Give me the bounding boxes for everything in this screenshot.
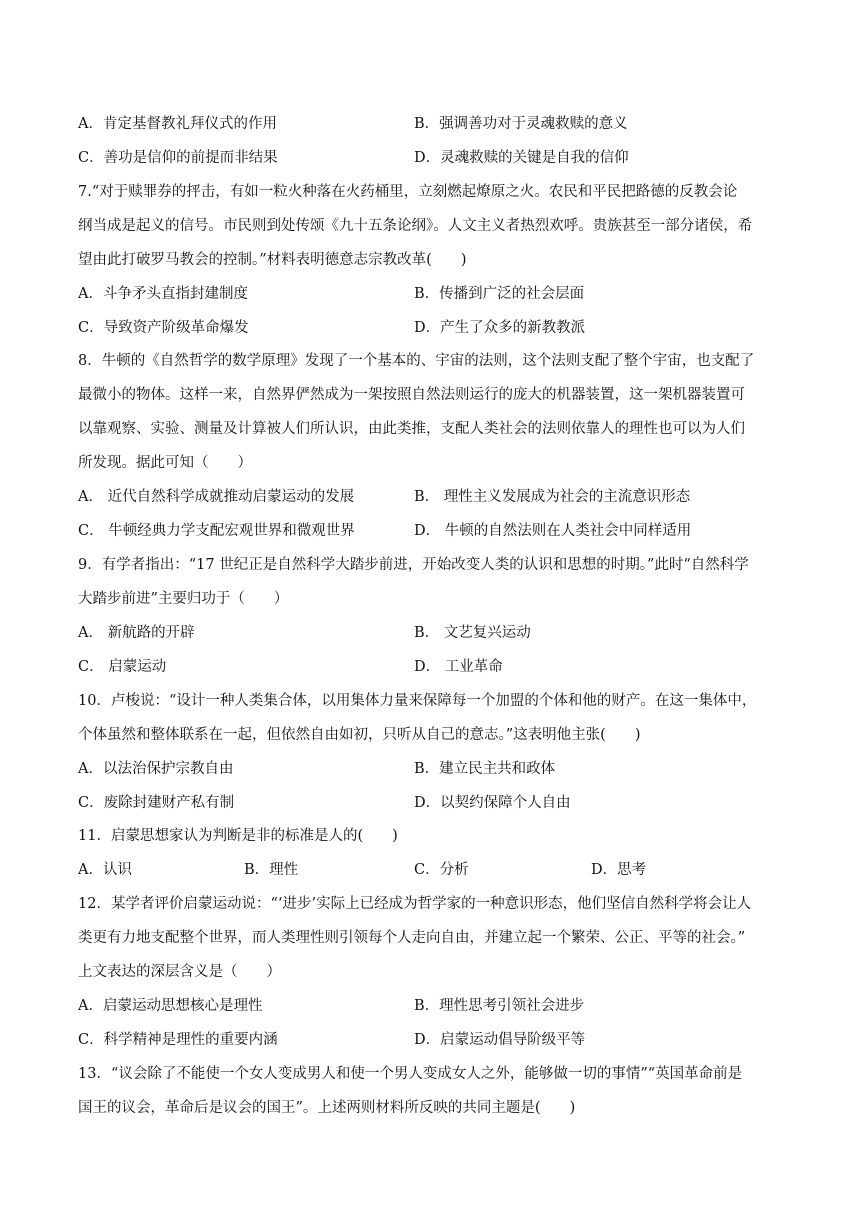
q10-option-b: B．建立民主共和政体	[414, 761, 556, 777]
q8-option-c: C． 牛顿经典力学支配宏观世界和微观世界	[78, 523, 355, 539]
q6-option-c: C．善功是信仰的前提而非结果	[78, 150, 278, 166]
q7-stem-line-2: 纲当成是起义的信号。市民则到处传颂《九十五条论纲》。人文主义者热烈欢呼。贵族甚至一部分诸侯，希	[78, 218, 753, 234]
q9-stem-line-2: 大踏步前进”主要归功于（ ）	[78, 591, 289, 607]
q12-option-c: C．科学精神是理性的重要内涵	[78, 1032, 278, 1048]
q7-option-c: C．导致资产阶级革命爆发	[78, 320, 249, 336]
q11-option-b: B．理性	[244, 862, 299, 878]
q7-stem-line-3: 望由此打破罗马教会的控制。”材料表明德意志宗教改革( )	[78, 252, 467, 268]
q7-option-d: D．产生了众多的新教教派	[414, 320, 586, 336]
q10-option-c: C．废除封建财产私有制	[78, 795, 235, 811]
q13-stem-line-2: 国王的议会，革命后是议会的国王”。上述两则材料所反映的共同主题是( )	[78, 1100, 576, 1116]
q6-option-d: D．灵魂救赎的关键是自我的信仰	[414, 150, 629, 166]
q9-option-b: B． 文艺复兴运动	[414, 625, 531, 641]
q8-option-a: A． 近代自然科学成就推动启蒙运动的发展	[78, 489, 355, 505]
q8-stem-line-4: 所发现。据此可知（ ）	[78, 455, 252, 471]
q6-option-b: B．强调善功对于灵魂救赎的意义	[414, 116, 628, 132]
q7-option-a: A．斗争矛头直指封建制度	[78, 286, 248, 302]
q7-stem-line-1: 7.“对于赎罪券的抨击，有如一粒火种落在火药桶里，立刻燃起燎原之火。农民和平民把路德的反教会论	[78, 184, 738, 200]
q8-option-d: D． 牛顿的自然法则在人类社会中同样适用	[414, 523, 692, 539]
q12-stem-line-1: 12．某学者评价启蒙运动说：“‘进步’实际上已经成为哲学家的一种意识形态，他们坚信自然科学将会让人	[78, 896, 752, 912]
q10-option-a: A．以法治保护宗教自由	[78, 761, 234, 777]
q8-stem-line-1: 8．牛顿的《自然哲学的数学原理》发现了一个基本的、宇宙的法则，这个法则支配了整个宇宙，也支配了	[78, 353, 755, 369]
q11-stem: 11．启蒙思想家认为判断是非的标准是人的( )	[78, 828, 398, 844]
q12-stem-line-2: 类更有力地支配整个世界，而人类理性则引领每个人走向自由，并建立起一个繁荣、公正、平等的社会。”	[78, 930, 746, 946]
q9-option-a: A． 新航路的开辟	[78, 625, 195, 641]
q8-stem-line-3: 以靠观察、实验、测量及计算被人们所认识，由此类推，支配人类社会的法则依靠人的理性也可以为人们	[78, 421, 745, 437]
q11-option-d: D．思考	[591, 862, 647, 878]
q9-option-d: D． 工业革命	[414, 659, 503, 675]
q10-stem-line-2: 个体虽然和整体联系在一起，但依然自由如初，只听从自己的意志。”这表明他主张( )	[78, 727, 641, 743]
q11-option-a: A．认识	[78, 862, 132, 878]
q11-option-c: C．分析	[414, 862, 469, 878]
q7-option-b: B．传播到广泛的社会层面	[414, 286, 585, 302]
q9-option-c: C． 启蒙运动	[78, 659, 167, 675]
q6-option-a: A．肯定基督教礼拜仪式的作用	[78, 116, 277, 132]
q8-stem-line-2: 最微小的物体。这样一来，自然界俨然成为一架按照自然法则运行的庞大的机器装置，这一架机器装置可	[78, 387, 745, 403]
q12-option-d: D．启蒙运动倡导阶级平等	[414, 1032, 586, 1048]
q8-option-b: B． 理性主义发展成为社会的主流意识形态	[414, 489, 691, 505]
q12-option-b: B．理性思考引领社会进步	[414, 998, 585, 1014]
q12-stem-line-3: 上文表达的深层含义是（ ）	[78, 964, 281, 980]
q10-option-d: D．以契约保障个人自由	[414, 795, 571, 811]
q10-stem-line-1: 10．卢梭说：“设计一种人类集合体，以用集体力量来保障每一个加盟的个体和他的财产。在这一集体中，	[78, 693, 757, 709]
q9-stem-line-1: 9．有学者指出：“17 世纪正是自然科学大踏步前进，开始改变人类的认识和思想的时期。”此时“自然科学	[78, 557, 749, 573]
q12-option-a: A．启蒙运动思想核心是理性	[78, 998, 263, 1014]
q13-stem-line-1: 13．“议会除了不能使一个女人变成男人和使一个男人变成女人之外，能够做一切的事情”“英国革命前是	[78, 1066, 743, 1082]
